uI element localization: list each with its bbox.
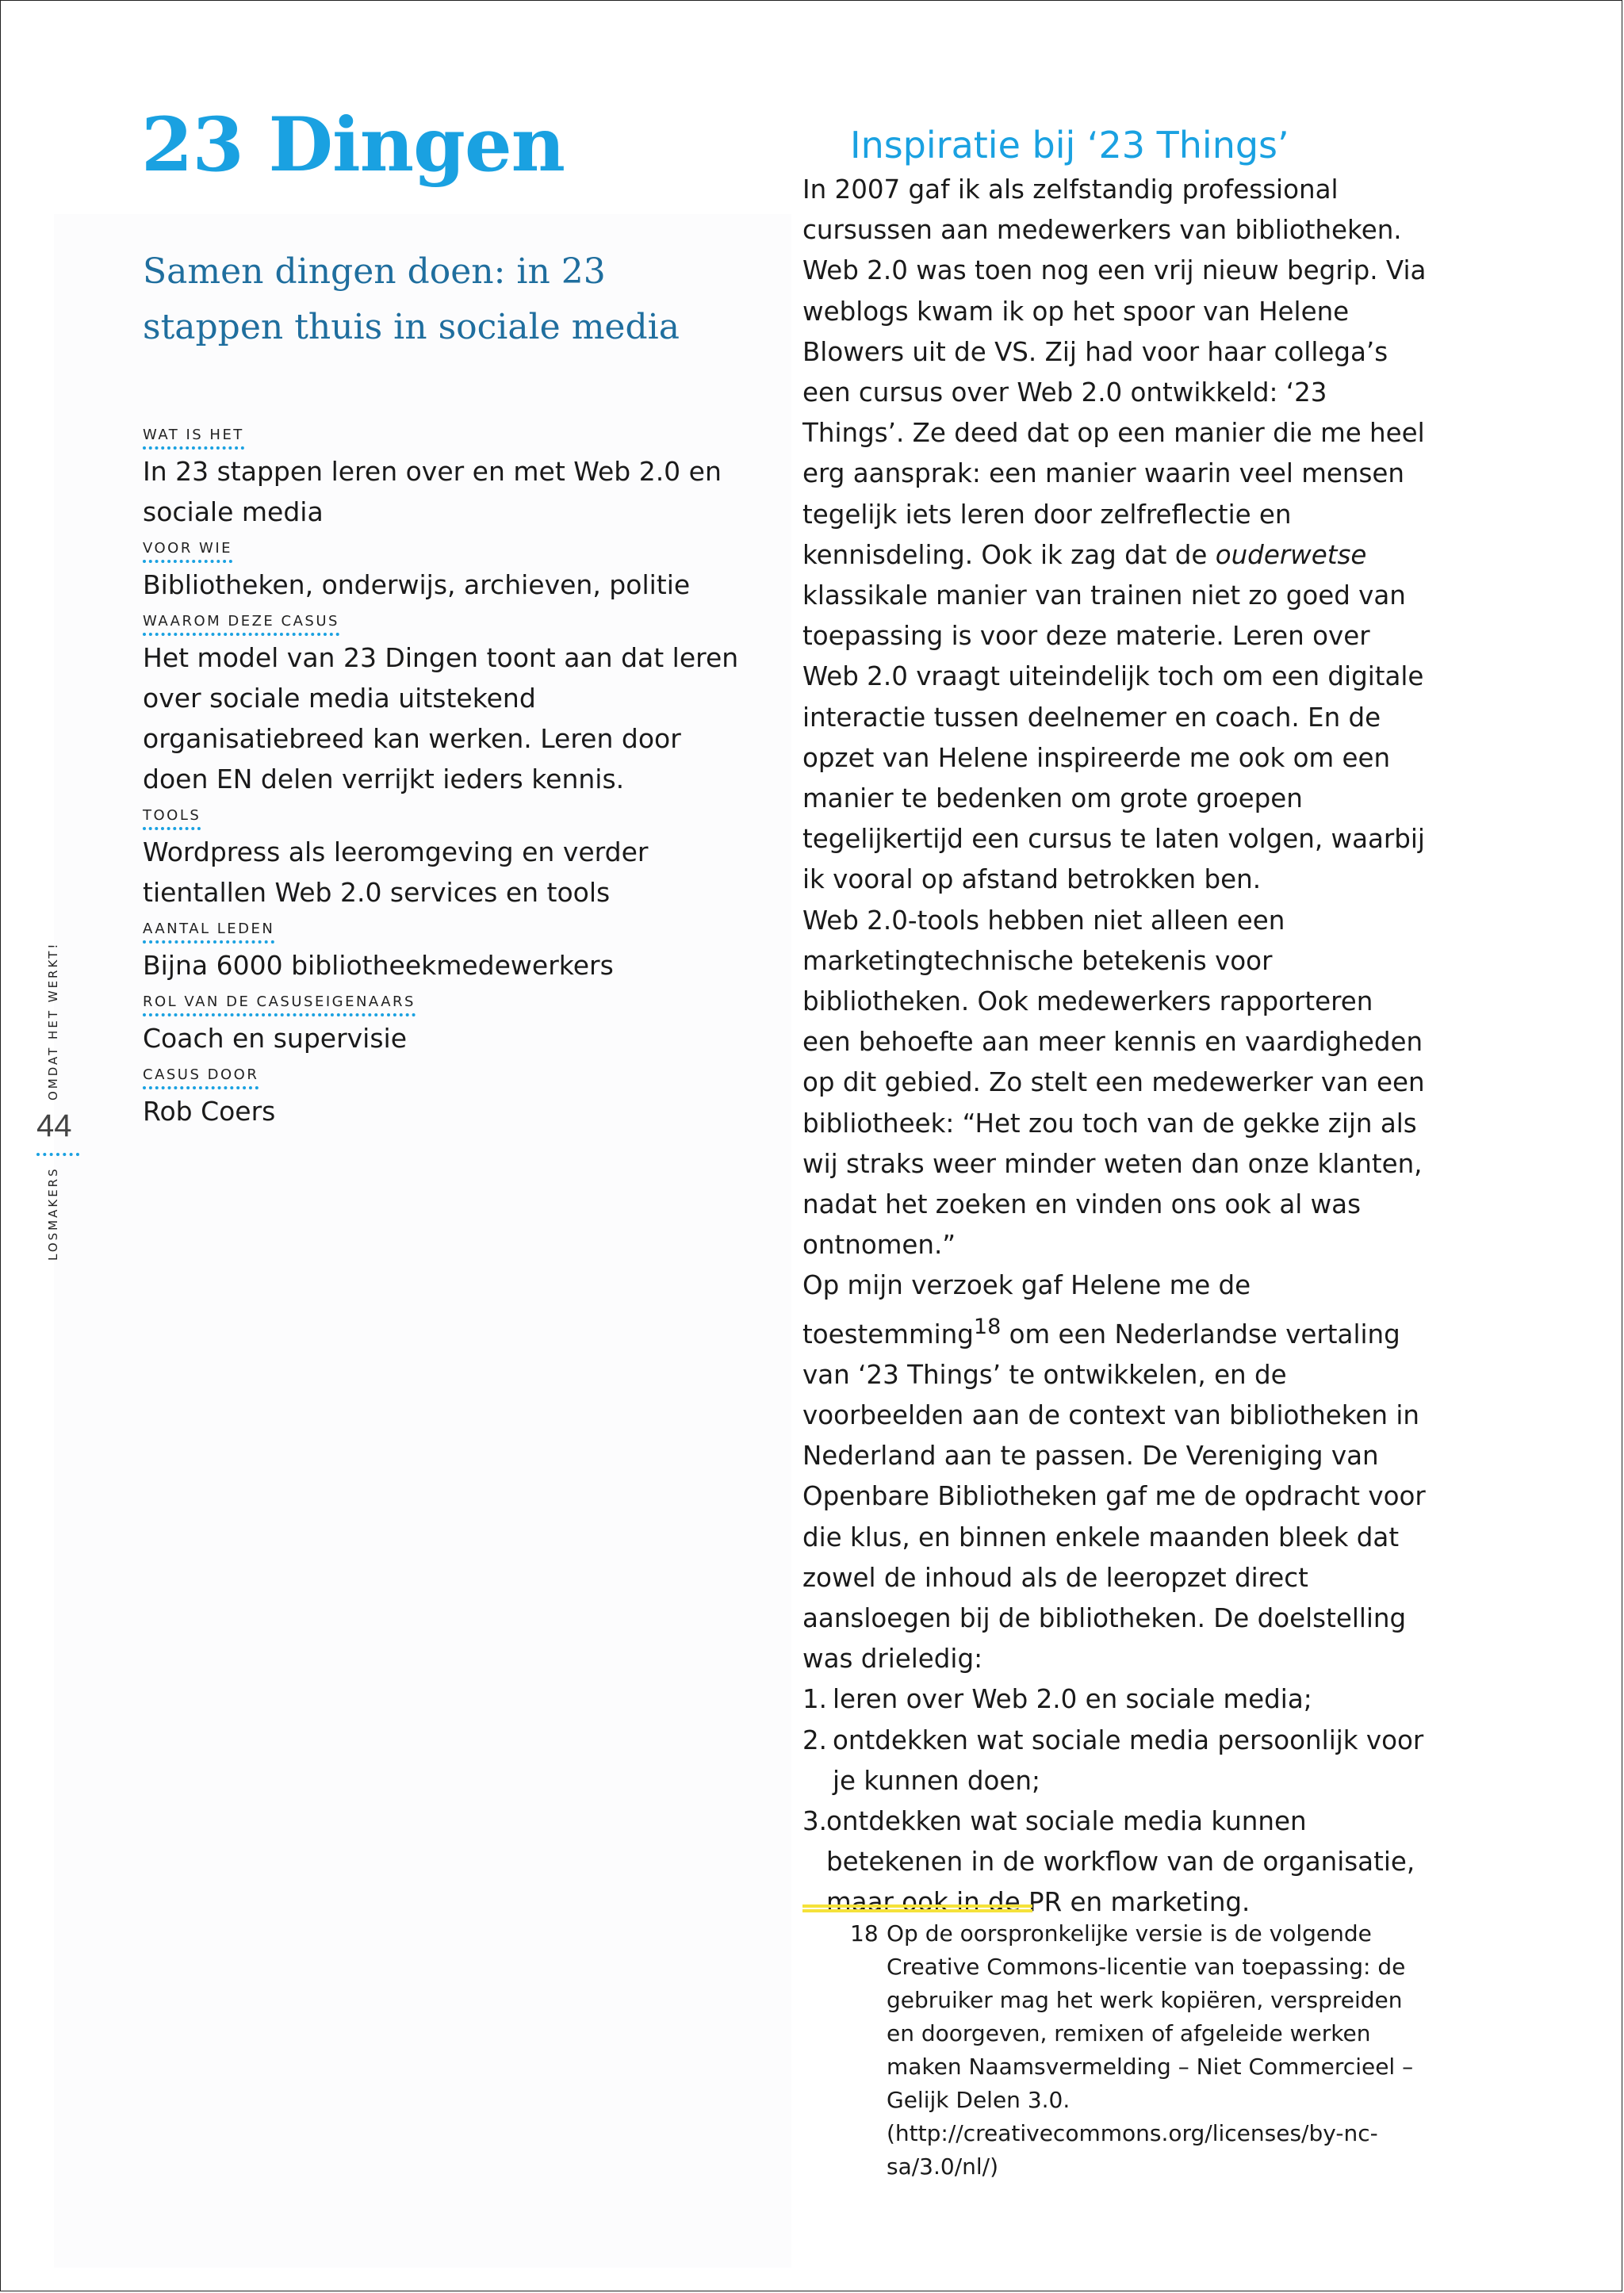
case-facts xyxy=(143,427,745,1139)
fact-label: VOOR WIE xyxy=(143,540,232,563)
fact-label: TOOLS xyxy=(143,807,201,830)
emphasis: ouderwetse xyxy=(1215,539,1367,570)
fact-value: Rob Coers xyxy=(143,1096,276,1127)
fact-author xyxy=(143,1066,745,1131)
fact-audience xyxy=(143,540,745,605)
fact-members xyxy=(143,921,745,986)
fact-what xyxy=(143,427,745,532)
running-head-section: OMDAT HET WERKT! xyxy=(46,941,60,1101)
fact-why xyxy=(143,613,745,799)
fact-value: Wordpress als leeromgeving en verder tientallen Web 2.0 services en tools xyxy=(143,836,649,908)
fact-label: ROL VAN DE CASUSEIGENAARS xyxy=(143,993,416,1016)
footnote-reference: 18 xyxy=(973,1314,1002,1339)
fact-tools xyxy=(143,807,745,913)
fact-label: AANTAL LEDEN xyxy=(143,921,274,944)
footnote-number: 18 xyxy=(850,1920,879,1947)
article-paragraph: In 2007 gaf ik als zelfstandig professional cursussen aan medewerkers van bibliotheken. Web 2.0 was toen nog een vrij nieuw begrip. Via weblogs kwam ik op het spoor van Helene Blowers uit de VS. Zij had voor haar collega’s een cursus over Web 2.0 ontwikkeld: ‘23 Things’. Ze deed dat op een manier die me heel erg aansprak: een manier waarin veel mensen tegelijk iets leren door zelfreflectie en kennisdeling. Ook ik zag dat de ouderwetse klassikale manier van trainen niet zo goed van toepassing is voor deze materie. Leren over Web 2.0 vraagt uiteindelijk toch om een digitale interactie tussen deelnemer en coach. En de opzet van Helene inspireerde me ook om een manier te bedenken om grote groepen tegelijkertijd een cursus te laten volgen, waarbij ik vooral op afstand betrokken ben. xyxy=(802,174,1427,895)
list-item: 3. ontdekken wat sociale media kunnen betekenen in de workflow van de organisatie, maar ook in de PR en marketing. xyxy=(802,1805,1415,1918)
running-head-book: LOSMAKERS xyxy=(46,1166,60,1261)
page-number-rule xyxy=(36,1153,79,1156)
fact-value: In 23 stappen leren over en met Web 2.0 en sociale media xyxy=(143,456,722,527)
fact-value: Bijna 6000 bibliotheekmedewerkers xyxy=(143,950,614,981)
fact-value: Het model van 23 Dingen toont aan dat leren over sociale media uitstekend organisatiebreed kan werken. Leren door doen EN delen verrijkt ieders kennis. xyxy=(143,642,739,794)
goals-list xyxy=(802,1679,1429,1923)
fact-owner-role xyxy=(143,993,745,1058)
fact-label: CASUS DOOR xyxy=(143,1066,259,1089)
fact-label: WAAROM DEZE CASUS xyxy=(143,613,339,636)
list-item: 2. ontdekken wat sociale media persoonlijk voor je kunnen doen; xyxy=(802,1725,1424,1796)
page-number: 44 xyxy=(36,1108,72,1143)
footnote-rule xyxy=(802,1904,1032,1912)
article-paragraph: Web 2.0-tools hebben niet alleen een marketingtechnische betekenis voor bibliotheken. Ook medewerkers rapporteren een behoefte aan meer kennis en vaardigheden op dit gebied. Zo stelt een medewerker van een bibliotheek: “Het zou toch van de gekke zijn als wij straks weer minder weten dan onze klanten, nadat het zoeken en vinden ons ook al was ontnomen.” xyxy=(802,905,1425,1261)
fact-value: Bibliotheken, onderwijs, archieven, politie xyxy=(143,569,691,600)
fact-value: Coach en supervisie xyxy=(143,1023,407,1054)
article-paragraph: Op mijn verzoek gaf Helene me de toestemming$^{18}$ om een Nederlandse vertaling van ‘23 Things’ te ontwikkelen, en de voorbeelden aan de context van bibliotheken in Nederland aan te passen. De Vereniging van Openbare Bibliotheken gaf me de opdracht voor die klus, en binnen enkele maanden bleek dat zowel de inhoud als de leeropzet direct aansloegen bij de bibliotheken. De doelstelling was drieledig: xyxy=(802,1270,1426,1675)
footnote-text: Op de oorspronkelijke versie is de volgende Creative Commons-licentie van toepassing: de gebruiker mag het werk kopiëren, verspreiden en doorgeven, remixen of afgeleide werken maken Naamsvermelding – Niet Commercieel – Gelijk Delen 3.0. (http://creativecommons.org/licenses/by-nc-sa/3.0/nl/) xyxy=(887,1920,1414,2180)
article-heading: Inspiratie bij ‘23 Things’ xyxy=(850,124,1289,167)
list-item: 1. leren over Web 2.0 en sociale media; xyxy=(802,1684,1312,1715)
footnote xyxy=(850,1917,1429,2184)
article-body xyxy=(802,170,1429,1924)
fact-label: WAT IS HET xyxy=(143,427,244,450)
page-title: 23 Dingen xyxy=(141,101,565,189)
page-subtitle: Samen dingen doen: in 23 stappen thuis in sociale media xyxy=(143,251,680,347)
